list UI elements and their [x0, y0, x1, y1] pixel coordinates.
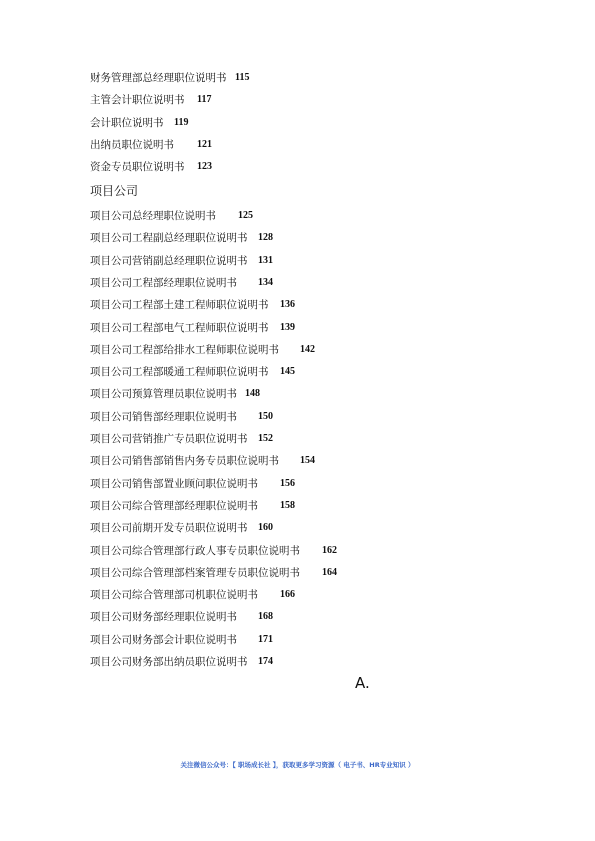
- toc-entry-page-number: 166: [280, 589, 295, 601]
- toc-entry-title: 项目公司营销推广专员职位说明书: [90, 433, 248, 445]
- toc-entry-page-number: 142: [300, 343, 315, 355]
- toc-entry: [90, 90, 212, 110]
- toc-entry-title: 主管会计职位说明书: [90, 94, 185, 106]
- toc-entry-title: 项目公司综合管理部经理职位说明书: [90, 499, 258, 512]
- toc-entry-page-number: 164: [322, 566, 337, 578]
- toc-entry-page-number: 125: [238, 210, 253, 221]
- toc-entry-title: 项目公司销售部销售内务专员职位说明书: [90, 455, 279, 468]
- toc-entry-title: 会计职位说明书: [90, 117, 164, 129]
- toc-entry: [90, 362, 295, 382]
- toc-entry-page-number: 156: [280, 477, 295, 489]
- toc-entry-title: 项目公司工程副总经理职位说明书: [90, 232, 248, 245]
- toc-entry: [90, 340, 315, 360]
- toc-entry-page-number: 152: [258, 433, 273, 444]
- toc-entry-page-number: 128: [258, 232, 273, 244]
- toc-entry-page-number: 145: [280, 366, 295, 378]
- toc-entry-title: 财务管理部总经理职位说明书: [90, 72, 227, 84]
- toc-entry: [90, 563, 337, 583]
- toc-entry-title: 资金专员职位说明书: [90, 161, 185, 173]
- toc-entry: [90, 541, 337, 561]
- toc-entry-page-number: 131: [258, 254, 273, 266]
- toc-entry-page-number: 171: [258, 633, 273, 645]
- toc-entry-title: 项目公司财务部经理职位说明书: [90, 611, 237, 624]
- toc-entry: [90, 68, 250, 88]
- toc-entry: [90, 384, 260, 404]
- toc-entry: [90, 407, 273, 427]
- toc-entry-page-number: 148: [245, 388, 260, 400]
- toc-entry: [90, 113, 189, 133]
- toc-entry-page-number: 150: [258, 410, 273, 422]
- toc-entry: [90, 228, 273, 248]
- toc-entry: [90, 429, 273, 449]
- toc-entry-page-number: 123: [197, 161, 212, 172]
- toc-entry: [90, 318, 295, 338]
- toc-entry: [90, 273, 273, 293]
- toc-entry: [90, 135, 212, 155]
- toc-entry-title: 项目公司工程部给排水工程师职位说明书: [90, 343, 279, 356]
- toc-entry-title: 项目公司营销副总经理职位说明书: [90, 254, 248, 267]
- toc-entry-title: 项目公司预算管理员职位说明书: [90, 388, 237, 401]
- footer-note: 关注微信公众号：【 职场成长社 】，获取更多学习资源（ 电子书、HR专业知识 ）: [180, 761, 415, 769]
- toc-entry: [90, 251, 273, 271]
- toc-entry-title: 项目公司销售部经理职位说明书: [90, 410, 237, 423]
- toc-entry-page-number: 174: [258, 656, 273, 667]
- toc-entry-title: 项目公司总经理职位说明书: [90, 210, 216, 222]
- toc-entry-title: 项目公司前期开发专员职位说明书: [90, 522, 248, 535]
- toc-entry-page-number: 121: [197, 139, 212, 150]
- toc-entry-title: 项目公司综合管理部司机职位说明书: [90, 589, 258, 602]
- toc-entry-page-number: 158: [280, 499, 295, 511]
- toc-entry-title: 项目公司工程部暖通工程师职位说明书: [90, 366, 269, 379]
- toc-entry: [90, 652, 273, 672]
- toc-entry-page-number: 136: [280, 299, 295, 311]
- toc-entry-title: 项目公司综合管理部行政人事专员职位说明书: [90, 544, 300, 557]
- toc-entry-title: 项目公司工程部电气工程师职位说明书: [90, 321, 269, 334]
- toc-entry-page-number: 168: [258, 611, 273, 623]
- toc-entry: [90, 206, 253, 226]
- toc-entry-title: 项目公司财务部出纳员职位说明书: [90, 656, 248, 668]
- toc-entry-title: 项目公司工程部土建工程师职位说明书: [90, 299, 269, 312]
- toc-entry-page-number: 160: [258, 522, 273, 534]
- toc-entry: [90, 518, 273, 538]
- toc-entry: [90, 157, 212, 177]
- toc-entry-title: 项目公司销售部置业顾问职位说明书: [90, 477, 258, 490]
- toc-entry-page-number: 115: [235, 72, 250, 83]
- toc-entry-title: 项目公司综合管理部档案管理专员职位说明书: [90, 566, 300, 579]
- toc-entry-page-number: 134: [258, 276, 273, 288]
- toc-entry-title: 出纳员职位说明书: [90, 139, 174, 151]
- toc-entry: [90, 496, 295, 516]
- toc-entry-page-number: 154: [300, 455, 315, 467]
- toc-entry-page-number: 162: [322, 544, 337, 556]
- toc-entry-page-number: 119: [174, 117, 189, 128]
- toc-entry: [90, 474, 295, 494]
- page-mark: A.: [355, 674, 370, 692]
- toc-entry: [90, 585, 295, 605]
- toc-entry-page-number: 117: [197, 94, 212, 105]
- toc-entry: [90, 451, 315, 471]
- section-heading: 项目公司: [90, 184, 139, 198]
- toc-entry: [90, 607, 273, 627]
- toc-entry-title: 项目公司财务部会计职位说明书: [90, 633, 237, 646]
- toc-entry: [90, 630, 273, 650]
- toc-entry-title: 项目公司工程部经理职位说明书: [90, 276, 237, 289]
- toc-entry: [90, 295, 295, 315]
- toc-entry-page-number: 139: [280, 321, 295, 333]
